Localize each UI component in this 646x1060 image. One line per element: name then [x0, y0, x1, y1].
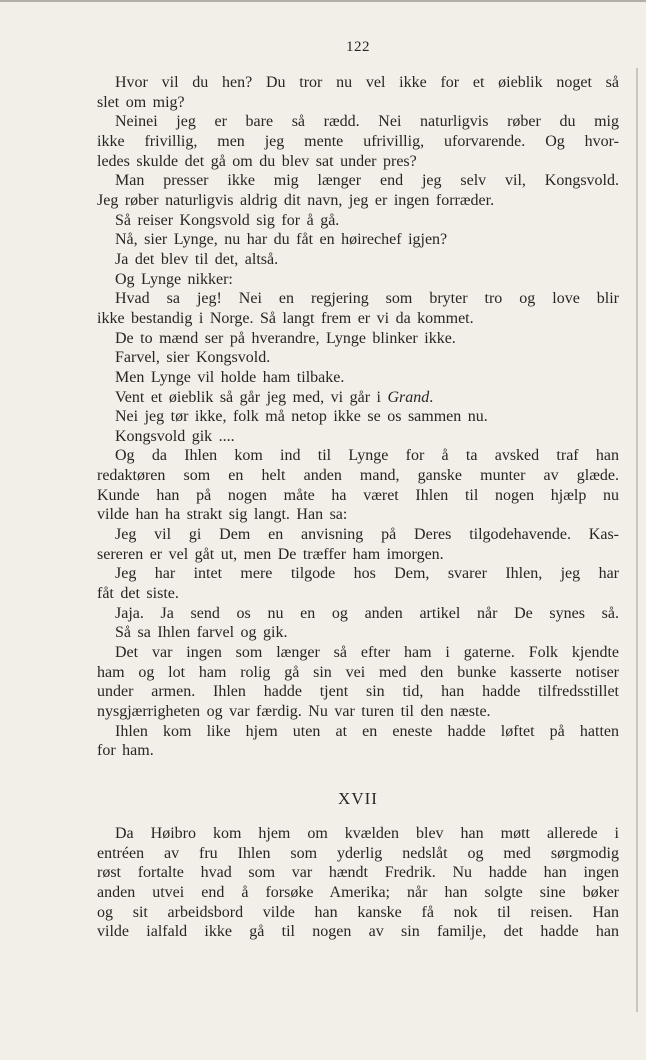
text-line: Kongsvold gik ....	[115, 427, 235, 445]
text-line: Jaja. Ja send os nu en og anden artikel når De synes så.	[115, 604, 619, 622]
text-line: vilde han ha strakt sig langt. Han sa:	[97, 506, 348, 524]
text-line: ikke bestandig i Norge. Så langt frem er vi da kommet.	[97, 309, 474, 327]
text-line: ikke frivillig, men jeg mente ufrivillig, uforvarende. Og hvor-	[97, 132, 619, 150]
text-line: Da Høibro kom hjem om kvælden blev han møtt allerede i	[115, 824, 619, 842]
text-segment: Vent et øieblik så går jeg med, vi går i	[115, 388, 388, 406]
text-line: Hvad sa jeg! Nei en regjering som bryter tro og love blir	[115, 290, 619, 308]
text-line: entréen av fru Ihlen som yderlig nedslåt og med sørgmodig	[97, 844, 619, 862]
text-line: Man presser ikke mig længer end jeg selv vil, Kongsvold.	[115, 172, 619, 190]
text-line: fåt det siste.	[97, 585, 179, 603]
text-line: sereren er vel gåt ut, men De træffer ham imorgen.	[97, 545, 444, 563]
text-line: Hvor vil du hen? Du tror nu vel ikke for et øieblik noget så	[115, 74, 619, 91]
text-line: under armen. Ihlen hadde tjent sin tid, han hadde tilfredsstillet	[97, 683, 619, 701]
text-line: vilde ialfald ikke gå til nogen av sin familje, det hadde han	[97, 923, 619, 941]
text-line: Nei jeg tør ikke, folk må netop ikke se os sammen nu.	[115, 408, 488, 426]
text-line: røst fortalte hvad som var hændt Fredrik. Nu hadde han ingen	[97, 864, 619, 882]
text-line: anden utvei end å forsøke Amerika; når han solgte sine bøker	[97, 883, 619, 901]
scan-page-edge-line	[636, 68, 638, 1012]
text-line: Og da Ihlen kom ind til Lynge for å ta avsked traf han	[115, 447, 619, 465]
text-line: Jeg vil gi Dem en anvisning på Deres tilgodehavende. Kas-	[115, 526, 619, 544]
text-line: redaktøren som en helt anden mand, ganske munter av glæde.	[97, 467, 619, 485]
text-line: Nå, sier Lynge, nu har du fåt en høirechef igjen?	[115, 231, 448, 249]
text-line: slet om mig?	[97, 93, 185, 111]
text-line	[97, 388, 619, 408]
text-line: og sit arbeidsbord vilde han kanske få nok til reisen. Han	[97, 903, 619, 921]
text-line: Så sa Ihlen farvel og gik.	[115, 624, 288, 642]
scan-top-edge-line	[0, 0, 646, 2]
text-line: Neinei jeg er bare så rædd. Nei naturligvis røber du mig	[115, 113, 619, 131]
text-line: for ham.	[97, 742, 154, 760]
text-segment: .	[429, 388, 434, 406]
text-line: De to mænd ser på hverandre, Lynge blinker ikke.	[115, 329, 456, 347]
text-line: Men Lynge vil holde ham tilbake.	[115, 368, 345, 386]
italic-text: Grand	[387, 388, 430, 406]
text-line: Jeg røber naturligvis aldrig dit navn, jeg er ingen forræder.	[97, 191, 495, 209]
text-line: Ja det blev til det, altså.	[115, 250, 279, 268]
text-line: Det var ingen som længer så efter ham i gaterne. Folk kjendte	[115, 644, 619, 662]
text-line: Kunde han på nogen måte ha været Ihlen til nogen hjælp nu	[97, 486, 619, 504]
text-line: ham og lot ham rolig gå sin vei med den bunke kasserte notiser	[97, 663, 619, 681]
text-line: Ihlen kom like hjem uten at en eneste hadde løftet på hatten	[115, 722, 619, 740]
text-block	[97, 73, 619, 942]
page-number: 122	[346, 39, 370, 55]
text-line: Og Lynge nikker:	[115, 270, 233, 288]
section-heading: XVII	[338, 788, 378, 808]
text-line: Så reiser Kongsvold sig for å gå.	[115, 211, 340, 229]
text-line: nysgjærrigheten og var færdig. Nu var turen til den næste.	[97, 703, 491, 720]
text-line: Jeg har intet mere tilgode hos Dem, svarer Ihlen, jeg har	[115, 565, 619, 583]
text-line: Farvel, sier Kongsvold.	[115, 349, 271, 367]
text-line: ledes skulde det gå om du blev sat under pres?	[97, 152, 417, 170]
